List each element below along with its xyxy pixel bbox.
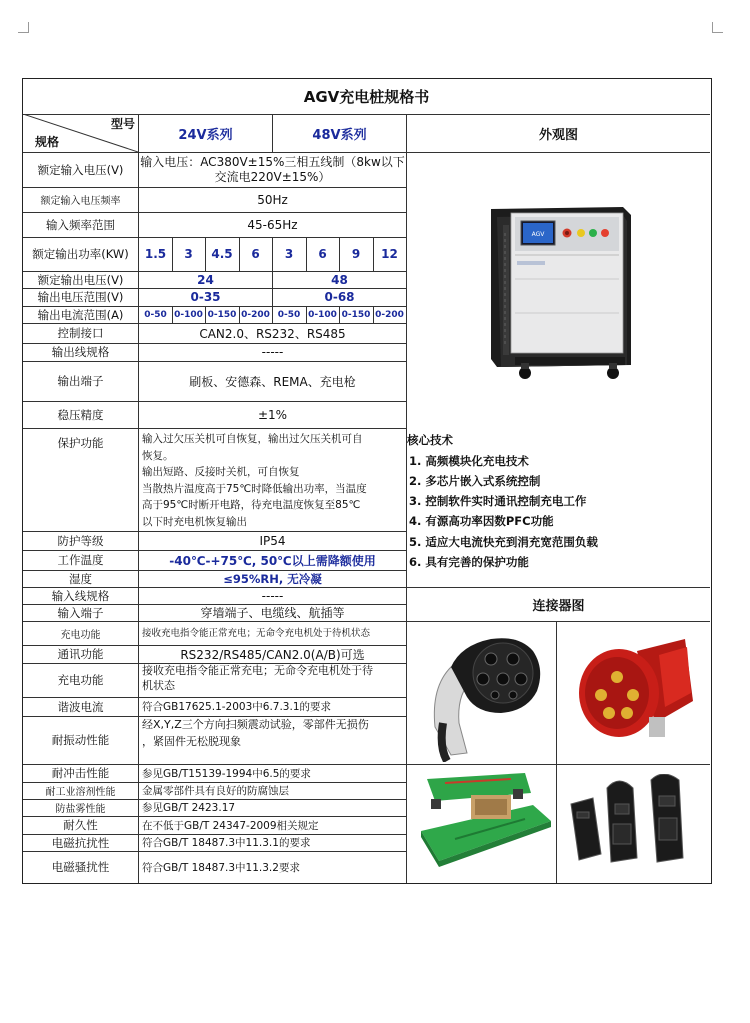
charger-cabinet-image xyxy=(485,205,635,385)
vibration-line1: 经X,Y,Z三个方向扫频震动试验，零部件无损伤 xyxy=(142,718,369,731)
core-tech-item: 2. 多芯片嵌入式系统控制 xyxy=(409,474,541,488)
salt-spray-value: 参见GB/T 2423.17 xyxy=(142,802,236,814)
stability-label: 稳压精度 xyxy=(57,407,104,422)
charge-function-2-label: 充电功能 xyxy=(57,673,104,687)
harmonic-label: 谐波电流 xyxy=(57,699,104,714)
charge-function-1-label: 充电功能 xyxy=(60,629,101,641)
industrial-plug-image xyxy=(567,631,697,753)
rated-output-voltage-24: 24 xyxy=(197,272,214,287)
power-cell: 3 xyxy=(184,247,193,261)
vibration-line2: ，紧固件无松脱现象 xyxy=(142,735,241,748)
humidity-label: 湿度 xyxy=(69,571,92,586)
output-voltage-range-label: 输出电压范围(V) xyxy=(37,290,124,304)
core-tech-item: 4. 有源高功率因数PFC功能 xyxy=(409,514,554,528)
current-cell: 0-100 xyxy=(174,309,203,320)
charge-function-2-line2: 机状态 xyxy=(142,679,175,692)
power-cell: 12 xyxy=(381,247,398,261)
spec-label: 规格 xyxy=(34,134,59,149)
control-interface-value: CAN2.0、RS232、RS485 xyxy=(199,326,346,341)
charge-function-1-value: 接收充电指令能正常充电；无命令充电机处于待机状态 xyxy=(142,627,371,639)
control-interface-label: 控制接口 xyxy=(57,326,104,340)
current-cell: 0-150 xyxy=(341,309,371,320)
output-voltage-range-48: 0-68 xyxy=(324,290,355,304)
charging-gun-image xyxy=(421,627,545,762)
rated-output-voltage-48: 48 xyxy=(331,272,348,287)
rated-input-voltage-line2: 交流电220V±15%） xyxy=(214,169,331,184)
power-cell: 6 xyxy=(318,247,327,261)
protection-label: 保护功能 xyxy=(57,436,104,450)
rated-input-voltage-label: 额定输入电压(V) xyxy=(37,162,124,177)
protection-line: 输出短路、反接时关机，可自恢复 xyxy=(142,466,300,478)
appearance-title: 外观图 xyxy=(538,128,578,143)
output-terminal-label: 输出端子 xyxy=(57,374,104,388)
emc-immunity-label: 电磁抗扰性 xyxy=(51,835,110,850)
protection-value xyxy=(139,431,406,531)
document-title: AGV充电桩规格书 xyxy=(303,88,430,106)
rated-output-power-label: 额定输出功率(KW) xyxy=(32,247,129,261)
humidity-value: ≤95%RH, 无冷凝 xyxy=(223,571,322,586)
model-label: 型号 xyxy=(110,116,135,131)
vibration-label: 耐振动性能 xyxy=(51,733,110,747)
rated-input-voltage-line1: 输入电压：AC380V±15%三相五线制（8kw以下 xyxy=(140,154,405,169)
spec-sheet-table xyxy=(22,78,712,884)
crop-mark-top-left xyxy=(18,22,29,33)
output-cable-label: 输出线规格 xyxy=(51,345,110,359)
salt-spray-label: 防盐雾性能 xyxy=(55,804,106,815)
solvent-label: 耐工业溶剂性能 xyxy=(45,787,116,798)
series-24v: 24V系列 xyxy=(178,128,233,143)
current-cell: 0-50 xyxy=(277,309,301,320)
emc-emission-label: 电磁骚扰性 xyxy=(51,860,110,874)
working-temp-value: -40℃-+75℃, 50℃以上需降额使用 xyxy=(169,553,376,568)
current-cell: 0-200 xyxy=(241,309,270,320)
solvent-value: 金属零部件具有良好的防腐蚀层 xyxy=(142,785,289,797)
power-cell: 4.5 xyxy=(211,247,233,261)
power-cell: 3 xyxy=(284,247,294,261)
output-voltage-range-24: 0-35 xyxy=(190,290,221,304)
stability-value: ±1% xyxy=(257,407,288,422)
output-current-range-label: 输出电流范围(A) xyxy=(37,307,124,322)
current-cell: 0-50 xyxy=(144,309,167,320)
impact-value: 参见GB/T15139-1994中6.5的要求 xyxy=(142,767,311,780)
core-tech-item: 5. 适应大电流快充到涓充宽范围负载 xyxy=(409,535,598,549)
output-cable-value: ----- xyxy=(261,345,284,359)
input-freq-range-label: 输入频率范围 xyxy=(46,217,115,232)
impact-label: 耐冲击性能 xyxy=(51,766,110,780)
core-tech-item: 3. 控制软件实时通讯控制充电工作 xyxy=(409,494,587,508)
comm-function-value: RS232/RS485/CAN2.0(A/B)可选 xyxy=(180,647,365,662)
screen-label: AGV xyxy=(531,231,545,238)
working-temp-label: 工作温度 xyxy=(57,553,104,567)
emc-immunity-value: 符合GB/T 18487.3中11.3.1的要求 xyxy=(142,837,311,849)
rated-output-voltage-label: 额定输出电压(V) xyxy=(37,272,124,287)
current-cell: 0-200 xyxy=(375,309,404,320)
anderson-connector-image xyxy=(563,774,705,869)
ip-rating-label: 防护等级 xyxy=(57,533,104,548)
vibration-value xyxy=(139,716,406,764)
rated-input-voltage-value xyxy=(139,152,406,187)
protection-line: 当散热片温度高于75℃时降低输出功率，当温度 xyxy=(142,482,367,495)
rated-input-freq-label: 额定输入电压频率 xyxy=(40,196,121,207)
charge-function-2-line1: 接收充电指令能正常充电；无命令充电机处于待 xyxy=(142,664,373,677)
protection-line: 输入过欠压关机可自恢复，输出过欠压关机可自 xyxy=(142,433,363,445)
protection-line: 高于95℃时断开电路，待充电温度恢复至85℃ xyxy=(142,499,361,511)
input-terminal-label: 输入端子 xyxy=(57,605,104,620)
input-cable-value: ----- xyxy=(261,588,284,603)
core-tech-item: 6. 具有完善的保护功能 xyxy=(409,555,529,569)
core-tech-title: 核心技术 xyxy=(407,433,453,447)
charging-plate-image xyxy=(415,769,553,869)
series-48v: 48V系列 xyxy=(312,128,367,143)
emc-emission-value: 符合GB/T 18487.3中11.3.2要求 xyxy=(142,861,300,874)
charge-function-2-value xyxy=(139,663,406,697)
comm-function-label: 通讯功能 xyxy=(57,647,104,661)
current-cell: 0-100 xyxy=(308,309,337,320)
power-cell: 1.5 xyxy=(144,247,167,261)
power-cell: 6 xyxy=(251,247,260,261)
rated-input-freq-value: 50Hz xyxy=(257,192,288,207)
input-cable-label: 输入线规格 xyxy=(51,588,110,603)
input-terminal-value: 穿墙端子、电缆线、航插等 xyxy=(200,606,345,620)
core-tech-item: 1. 高频模块化充电技术 xyxy=(409,454,529,468)
input-freq-range-value: 45-65Hz xyxy=(247,217,298,232)
ip-rating-value: IP54 xyxy=(259,533,286,548)
crop-mark-top-right xyxy=(712,22,723,33)
protection-line: 恢复。 xyxy=(142,449,174,462)
output-terminal-value: 刷板、安德森、REMA、充电枪 xyxy=(189,374,356,389)
connector-title: 连接器图 xyxy=(532,599,585,614)
current-cell: 0-150 xyxy=(207,309,237,320)
durability-value: 在不低于GB/T 24347-2009相关规定 xyxy=(142,819,319,832)
durability-label: 耐久性 xyxy=(63,818,98,832)
harmonic-value: 符合GB17625.1-2003中6.7.3.1的要求 xyxy=(142,701,332,713)
power-cell: 9 xyxy=(351,247,361,261)
protection-line: 以下时充电机恢复输出 xyxy=(142,515,247,528)
